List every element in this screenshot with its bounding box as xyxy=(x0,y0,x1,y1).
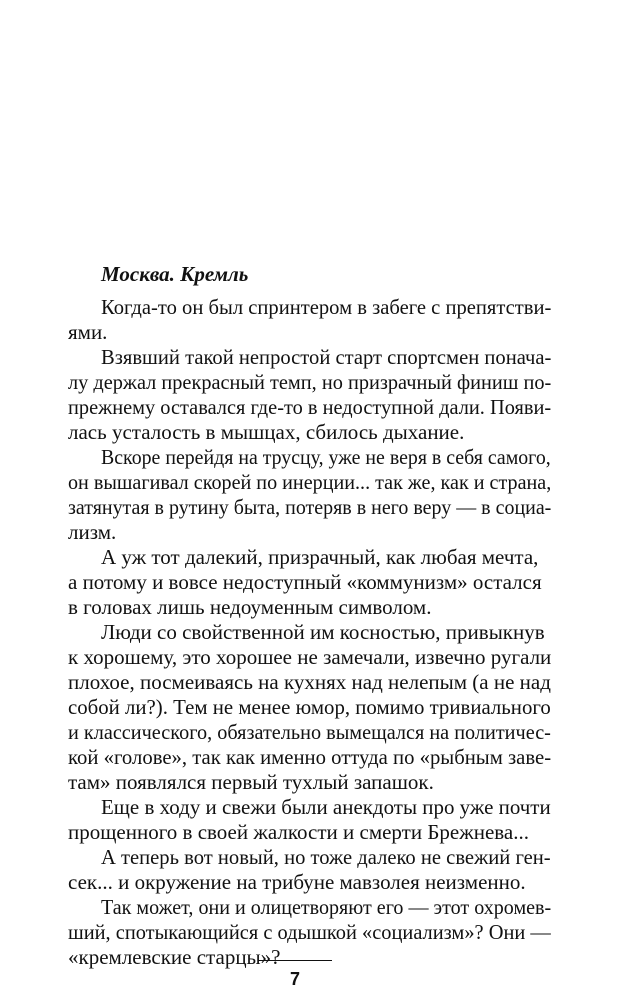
text-line: в головах лишь недоуменным символом. xyxy=(68,595,432,619)
text-line: прощенного в своей жалкости и смерти Брежнева... xyxy=(68,820,529,844)
text-line: лу держал прекрасный темп, но призрачный финиш по- xyxy=(68,370,552,394)
text-line: сек... и окружение на трибуне мавзолея неизменно. xyxy=(68,870,526,894)
text-line: Так может, они и олицетворяют его — этот охромев- xyxy=(101,895,552,919)
text-line: плохое, посмеиваясь на кухнях над нелепым (а не над xyxy=(68,670,551,694)
text-line: прежнему оставался где-то в недоступной дали. Появи- xyxy=(68,395,552,419)
text-line: собой ли?). Тем не менее юмор, помимо тривиального xyxy=(68,695,551,719)
text-line: «кремлевские старцы»? xyxy=(68,945,281,969)
text-line: Взявший такой непростой старт спортсмен поначa- xyxy=(101,345,552,369)
text-line: А теперь вот новый, но тоже далеко не свежий ген- xyxy=(101,845,551,869)
text-line: к хорошему, это хорошее не замечали, извечно ругали xyxy=(68,645,552,669)
text-line: Еще в ходу и свежи были анекдоты про уже почти xyxy=(101,795,551,819)
text-line: Вскоре перейдя на трусцу, уже не веря в себя самого, xyxy=(101,445,551,469)
text-line: он вышагивал скорей по инерции... так же, как и страна, xyxy=(68,470,552,494)
text-line: лизм. xyxy=(68,520,117,544)
footer-rule xyxy=(258,960,332,961)
text-line: А уж тот далекий, призрачный, как любая мечта, xyxy=(101,545,539,569)
text-line: а потому и вовсе недоступный «коммунизм» остался xyxy=(68,570,542,594)
chapter-heading: Москва. Кремль xyxy=(101,262,249,286)
text-line: там» появлялся первый тухлый запашок. xyxy=(68,770,434,794)
text-line: ями. xyxy=(68,320,108,344)
text-line: затянутая в рутину быта, потеряв в него веру — в социа- xyxy=(68,495,552,519)
text-line: кой «голове», так как именно оттуда по «рыбным заве- xyxy=(68,745,552,769)
text-line: Люди со свойственной им косностью, привыкнув xyxy=(101,620,545,644)
text-line: ший, спотыкающийся с одышкой «социализм»? Они — xyxy=(68,920,551,944)
text-line: лась усталость в мышцах, сбилось дыхание. xyxy=(68,420,465,444)
page-number: 7 xyxy=(289,969,300,989)
text-line: и классического, обязательно вымещался на политичес- xyxy=(68,720,551,744)
text-line: Когда-то он был спринтером в забеге с препятстви- xyxy=(101,295,552,319)
